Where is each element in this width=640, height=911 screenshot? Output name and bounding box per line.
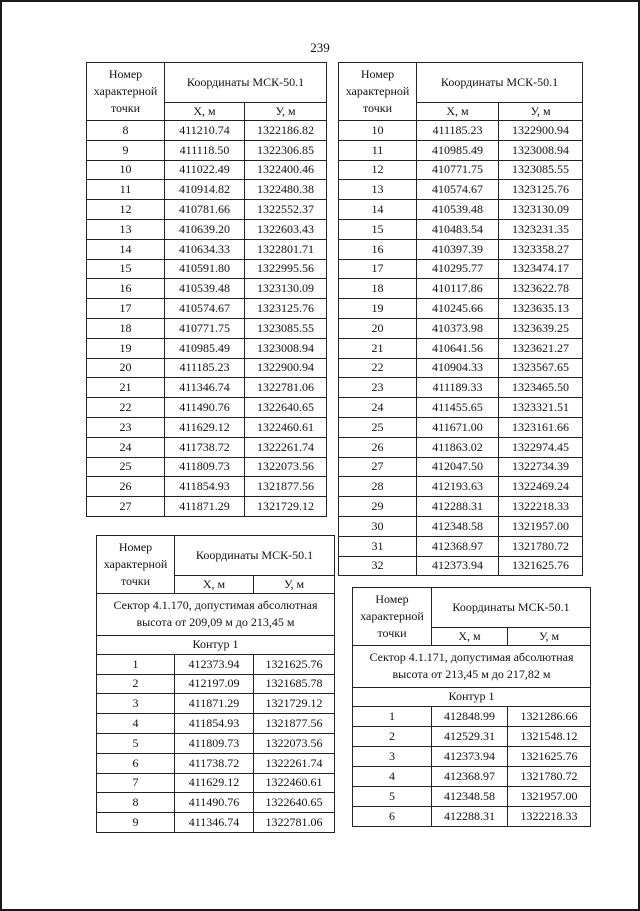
table-row [339, 338, 583, 358]
point-number-cell: 15 [87, 259, 165, 279]
y-coordinate-cell: 1322218.33 [499, 497, 583, 517]
point-number-cell: 16 [87, 279, 165, 299]
x-coordinate-cell: 410295.77 [417, 259, 499, 279]
x-coordinate-cell: 411854.93 [165, 477, 245, 497]
table-row [97, 813, 335, 833]
point-number-cell: 31 [339, 536, 417, 556]
table-row [339, 180, 583, 200]
x-coordinate-cell: 412373.94 [432, 746, 508, 766]
x-coordinate-cell: 410397.39 [417, 239, 499, 259]
y-coordinate-cell: 1323231.35 [499, 219, 583, 239]
x-coordinate-cell: 410245.66 [417, 299, 499, 319]
y-coordinate-cell: 1322261.74 [245, 437, 327, 457]
table-row [87, 239, 327, 259]
table-row [339, 318, 583, 338]
point-number-cell: 27 [87, 497, 165, 517]
header-x: Х, м [175, 576, 254, 594]
table-row [353, 726, 591, 746]
table-row [339, 160, 583, 180]
header-point-number: Номер характерной точки [97, 536, 175, 594]
table-row [339, 299, 583, 319]
point-number-cell: 3 [353, 746, 432, 766]
point-number-cell: 8 [97, 793, 175, 813]
table-row [97, 714, 335, 734]
y-coordinate-cell: 1322460.61 [254, 773, 335, 793]
point-number-cell: 14 [339, 200, 417, 220]
point-number-cell: 26 [339, 437, 417, 457]
contour-label: Контур 1 [353, 687, 591, 706]
y-coordinate-cell: 1323622.78 [499, 279, 583, 299]
point-number-cell: 14 [87, 239, 165, 259]
x-coordinate-cell: 410574.67 [417, 180, 499, 200]
x-coordinate-cell: 411185.23 [417, 121, 499, 141]
point-number-cell: 8 [87, 121, 165, 141]
table-row [97, 674, 335, 694]
header-y: У, м [499, 103, 583, 121]
header-coordinates: Координаты МСК-50.1 [175, 536, 335, 576]
x-coordinate-cell: 410771.75 [165, 318, 245, 338]
point-number-cell: 18 [339, 279, 417, 299]
y-coordinate-cell: 1323639.25 [499, 318, 583, 338]
table-row [339, 140, 583, 160]
contour-label: Контур 1 [97, 635, 335, 654]
point-number-cell: 2 [353, 726, 432, 746]
table-row [339, 121, 583, 141]
x-coordinate-cell: 412373.94 [417, 556, 499, 576]
point-number-cell: 6 [353, 806, 432, 826]
y-coordinate-cell: 1323130.09 [245, 279, 327, 299]
table-row [97, 654, 335, 674]
table-row [353, 706, 591, 726]
y-coordinate-cell: 1322552.37 [245, 200, 327, 220]
table-row [97, 773, 335, 793]
y-coordinate-cell: 1323358.27 [499, 239, 583, 259]
table-row [87, 358, 327, 378]
table-row [87, 338, 327, 358]
x-coordinate-cell: 411854.93 [175, 714, 254, 734]
x-coordinate-cell: 412348.58 [417, 516, 499, 536]
point-number-cell: 13 [87, 219, 165, 239]
table-row [87, 200, 327, 220]
point-number-cell: 5 [353, 786, 432, 806]
y-coordinate-cell: 1321780.72 [499, 536, 583, 556]
point-number-cell: 7 [97, 773, 175, 793]
table-row [87, 457, 327, 477]
x-coordinate-cell: 411455.65 [417, 398, 499, 418]
x-coordinate-cell: 410634.33 [165, 239, 245, 259]
y-coordinate-cell: 1323321.51 [499, 398, 583, 418]
point-number-cell: 16 [339, 239, 417, 259]
point-number-cell: 23 [339, 378, 417, 398]
y-coordinate-cell: 1322603.43 [245, 219, 327, 239]
y-coordinate-cell: 1322306.85 [245, 140, 327, 160]
table-row [339, 378, 583, 398]
table-row [339, 279, 583, 299]
table-row [87, 121, 327, 141]
point-number-cell: 29 [339, 497, 417, 517]
x-coordinate-cell: 410639.20 [165, 219, 245, 239]
x-coordinate-cell: 412193.63 [417, 477, 499, 497]
header-y: У, м [508, 628, 591, 646]
x-coordinate-cell: 410574.67 [165, 299, 245, 319]
y-coordinate-cell: 1322995.56 [245, 259, 327, 279]
header-coordinates: Координаты МСК-50.1 [432, 588, 591, 628]
point-number-cell: 18 [87, 318, 165, 338]
table-row [339, 497, 583, 517]
y-coordinate-cell: 1322261.74 [254, 753, 335, 773]
y-coordinate-cell: 1323008.94 [499, 140, 583, 160]
y-coordinate-cell: 1321729.12 [245, 497, 327, 517]
x-coordinate-cell: 411629.12 [175, 773, 254, 793]
point-number-cell: 12 [87, 200, 165, 220]
header-coordinates: Координаты МСК-50.1 [417, 63, 583, 103]
x-coordinate-cell: 410781.66 [165, 200, 245, 220]
x-coordinate-cell: 411738.72 [165, 437, 245, 457]
x-coordinate-cell: 410539.48 [165, 279, 245, 299]
x-coordinate-cell: 412373.94 [175, 654, 254, 674]
table-row [339, 516, 583, 536]
x-coordinate-cell: 412529.31 [432, 726, 508, 746]
header-x: Х, м [165, 103, 245, 121]
table-row [87, 160, 327, 180]
table-row [339, 536, 583, 556]
point-number-cell: 19 [339, 299, 417, 319]
point-number-cell: 21 [339, 338, 417, 358]
point-number-cell: 24 [339, 398, 417, 418]
table-row [353, 766, 591, 786]
table-row [97, 793, 335, 813]
point-number-cell: 17 [87, 299, 165, 319]
y-coordinate-cell: 1322974.45 [499, 437, 583, 457]
sector-title: Сектор 4.1.171, допустимая абсолютная высота от 213,45 м до 217,82 м [353, 646, 591, 688]
x-coordinate-cell: 411809.73 [175, 733, 254, 753]
x-coordinate-cell: 411490.76 [175, 793, 254, 813]
point-number-cell: 17 [339, 259, 417, 279]
table-row [87, 299, 327, 319]
coordinates-table-top-left [86, 62, 327, 517]
y-coordinate-cell: 1322900.94 [499, 121, 583, 141]
x-coordinate-cell: 410641.56 [417, 338, 499, 358]
y-coordinate-cell: 1322801.71 [245, 239, 327, 259]
point-number-cell: 32 [339, 556, 417, 576]
header-x: Х, м [432, 628, 508, 646]
table-row [339, 358, 583, 378]
y-coordinate-cell: 1322781.06 [254, 813, 335, 833]
point-number-cell: 27 [339, 457, 417, 477]
y-coordinate-cell: 1321957.00 [499, 516, 583, 536]
y-coordinate-cell: 1323008.94 [245, 338, 327, 358]
y-coordinate-cell: 1321548.12 [508, 726, 591, 746]
table-row [339, 417, 583, 437]
point-number-cell: 13 [339, 180, 417, 200]
x-coordinate-cell: 412047.50 [417, 457, 499, 477]
x-coordinate-cell: 410373.98 [417, 318, 499, 338]
y-coordinate-cell: 1321286.66 [508, 706, 591, 726]
x-coordinate-cell: 412288.31 [417, 497, 499, 517]
table-row [87, 279, 327, 299]
x-coordinate-cell: 410483.54 [417, 219, 499, 239]
y-coordinate-cell: 1321729.12 [254, 694, 335, 714]
sector-title: Сектор 4.1.170, допустимая абсолютная высота от 209,09 м до 213,45 м [97, 594, 335, 636]
point-number-cell: 19 [87, 338, 165, 358]
point-number-cell: 4 [353, 766, 432, 786]
y-coordinate-cell: 1323085.55 [245, 318, 327, 338]
y-coordinate-cell: 1323161.66 [499, 417, 583, 437]
y-coordinate-cell: 1323621.27 [499, 338, 583, 358]
point-number-cell: 20 [339, 318, 417, 338]
point-number-cell: 24 [87, 437, 165, 457]
table-row [353, 806, 591, 826]
y-coordinate-cell: 1321625.76 [254, 654, 335, 674]
point-number-cell: 1 [353, 706, 432, 726]
point-number-cell: 30 [339, 516, 417, 536]
table-row [339, 398, 583, 418]
y-coordinate-cell: 1322460.61 [245, 417, 327, 437]
point-number-cell: 4 [97, 714, 175, 734]
x-coordinate-cell: 410539.48 [417, 200, 499, 220]
x-coordinate-cell: 410914.82 [165, 180, 245, 200]
point-number-cell: 22 [339, 358, 417, 378]
table-row [87, 378, 327, 398]
table-row [87, 437, 327, 457]
point-number-cell: 28 [339, 477, 417, 497]
x-coordinate-cell: 411629.12 [165, 417, 245, 437]
x-coordinate-cell: 411738.72 [175, 753, 254, 773]
table-row [97, 753, 335, 773]
table-row [353, 746, 591, 766]
x-coordinate-cell: 412848.99 [432, 706, 508, 726]
table-row [87, 497, 327, 517]
point-number-cell: 10 [87, 160, 165, 180]
y-coordinate-cell: 1321780.72 [508, 766, 591, 786]
header-point-number: Номер характерной точки [353, 588, 432, 646]
table-row [339, 477, 583, 497]
table-row [87, 219, 327, 239]
header-coordinates: Координаты МСК-50.1 [165, 63, 327, 103]
x-coordinate-cell: 411490.76 [165, 398, 245, 418]
x-coordinate-cell: 411871.29 [175, 694, 254, 714]
y-coordinate-cell: 1322480.38 [245, 180, 327, 200]
header-x: Х, м [417, 103, 499, 121]
table-row [97, 733, 335, 753]
y-coordinate-cell: 1323474.17 [499, 259, 583, 279]
x-coordinate-cell: 411022.49 [165, 160, 245, 180]
x-coordinate-cell: 411346.74 [175, 813, 254, 833]
table-row [339, 259, 583, 279]
x-coordinate-cell: 411871.29 [165, 497, 245, 517]
header-point-number: Номер характерной точки [87, 63, 165, 121]
point-number-cell: 3 [97, 694, 175, 714]
table-row [339, 239, 583, 259]
point-number-cell: 5 [97, 733, 175, 753]
table-row [87, 417, 327, 437]
y-coordinate-cell: 1322218.33 [508, 806, 591, 826]
point-number-cell: 23 [87, 417, 165, 437]
page-number: 239 [310, 40, 330, 55]
y-coordinate-cell: 1323125.76 [245, 299, 327, 319]
x-coordinate-cell: 411210.74 [165, 121, 245, 141]
table-row [339, 219, 583, 239]
y-coordinate-cell: 1322186.82 [245, 121, 327, 141]
y-coordinate-cell: 1321877.56 [245, 477, 327, 497]
y-coordinate-cell: 1322781.06 [245, 378, 327, 398]
table-row [87, 180, 327, 200]
point-number-cell: 26 [87, 477, 165, 497]
y-coordinate-cell: 1321625.76 [499, 556, 583, 576]
x-coordinate-cell: 411809.73 [165, 457, 245, 477]
point-number-cell: 2 [97, 674, 175, 694]
coordinates-table-bottom-right [352, 587, 591, 827]
y-coordinate-cell: 1321877.56 [254, 714, 335, 734]
x-coordinate-cell: 411346.74 [165, 378, 245, 398]
point-number-cell: 15 [339, 219, 417, 239]
x-coordinate-cell: 410117.86 [417, 279, 499, 299]
y-coordinate-cell: 1323567.65 [499, 358, 583, 378]
x-coordinate-cell: 410985.49 [165, 338, 245, 358]
table-row [339, 556, 583, 576]
y-coordinate-cell: 1323125.76 [499, 180, 583, 200]
point-number-cell: 10 [339, 121, 417, 141]
y-coordinate-cell: 1321685.78 [254, 674, 335, 694]
x-coordinate-cell: 412348.58 [432, 786, 508, 806]
x-coordinate-cell: 412288.31 [432, 806, 508, 826]
point-number-cell: 12 [339, 160, 417, 180]
point-number-cell: 20 [87, 358, 165, 378]
x-coordinate-cell: 411189.33 [417, 378, 499, 398]
y-coordinate-cell: 1322073.56 [245, 457, 327, 477]
table-row [353, 786, 591, 806]
table-row [339, 457, 583, 477]
table-row [87, 318, 327, 338]
y-coordinate-cell: 1322400.46 [245, 160, 327, 180]
x-coordinate-cell: 410904.33 [417, 358, 499, 378]
x-coordinate-cell: 412197.09 [175, 674, 254, 694]
table-row [97, 694, 335, 714]
x-coordinate-cell: 411185.23 [165, 358, 245, 378]
point-number-cell: 9 [97, 813, 175, 833]
y-coordinate-cell: 1323635.13 [499, 299, 583, 319]
x-coordinate-cell: 410591.80 [165, 259, 245, 279]
point-number-cell: 25 [87, 457, 165, 477]
x-coordinate-cell: 412368.97 [432, 766, 508, 786]
table-row [339, 200, 583, 220]
y-coordinate-cell: 1323085.55 [499, 160, 583, 180]
point-number-cell: 11 [339, 140, 417, 160]
table-row [87, 259, 327, 279]
table-row [339, 437, 583, 457]
point-number-cell: 6 [97, 753, 175, 773]
point-number-cell: 11 [87, 180, 165, 200]
header-point-number: Номер характерной точки [339, 63, 417, 121]
y-coordinate-cell: 1322073.56 [254, 733, 335, 753]
point-number-cell: 1 [97, 654, 175, 674]
y-coordinate-cell: 1322900.94 [245, 358, 327, 378]
header-y: У, м [254, 576, 335, 594]
coordinates-table-top-right [338, 62, 583, 576]
x-coordinate-cell: 410771.75 [417, 160, 499, 180]
y-coordinate-cell: 1322640.65 [254, 793, 335, 813]
coordinates-table-bottom-left [96, 535, 335, 833]
point-number-cell: 22 [87, 398, 165, 418]
y-coordinate-cell: 1321957.00 [508, 786, 591, 806]
header-y: У, м [245, 103, 327, 121]
y-coordinate-cell: 1323130.09 [499, 200, 583, 220]
y-coordinate-cell: 1322469.24 [499, 477, 583, 497]
table-row [87, 398, 327, 418]
point-number-cell: 21 [87, 378, 165, 398]
x-coordinate-cell: 412368.97 [417, 536, 499, 556]
y-coordinate-cell: 1323465.50 [499, 378, 583, 398]
x-coordinate-cell: 411671.00 [417, 417, 499, 437]
table-row [87, 477, 327, 497]
x-coordinate-cell: 410985.49 [417, 140, 499, 160]
table-row [87, 140, 327, 160]
x-coordinate-cell: 411863.02 [417, 437, 499, 457]
y-coordinate-cell: 1322734.39 [499, 457, 583, 477]
x-coordinate-cell: 411118.50 [165, 140, 245, 160]
point-number-cell: 9 [87, 140, 165, 160]
point-number-cell: 25 [339, 417, 417, 437]
y-coordinate-cell: 1321625.76 [508, 746, 591, 766]
y-coordinate-cell: 1322640.65 [245, 398, 327, 418]
